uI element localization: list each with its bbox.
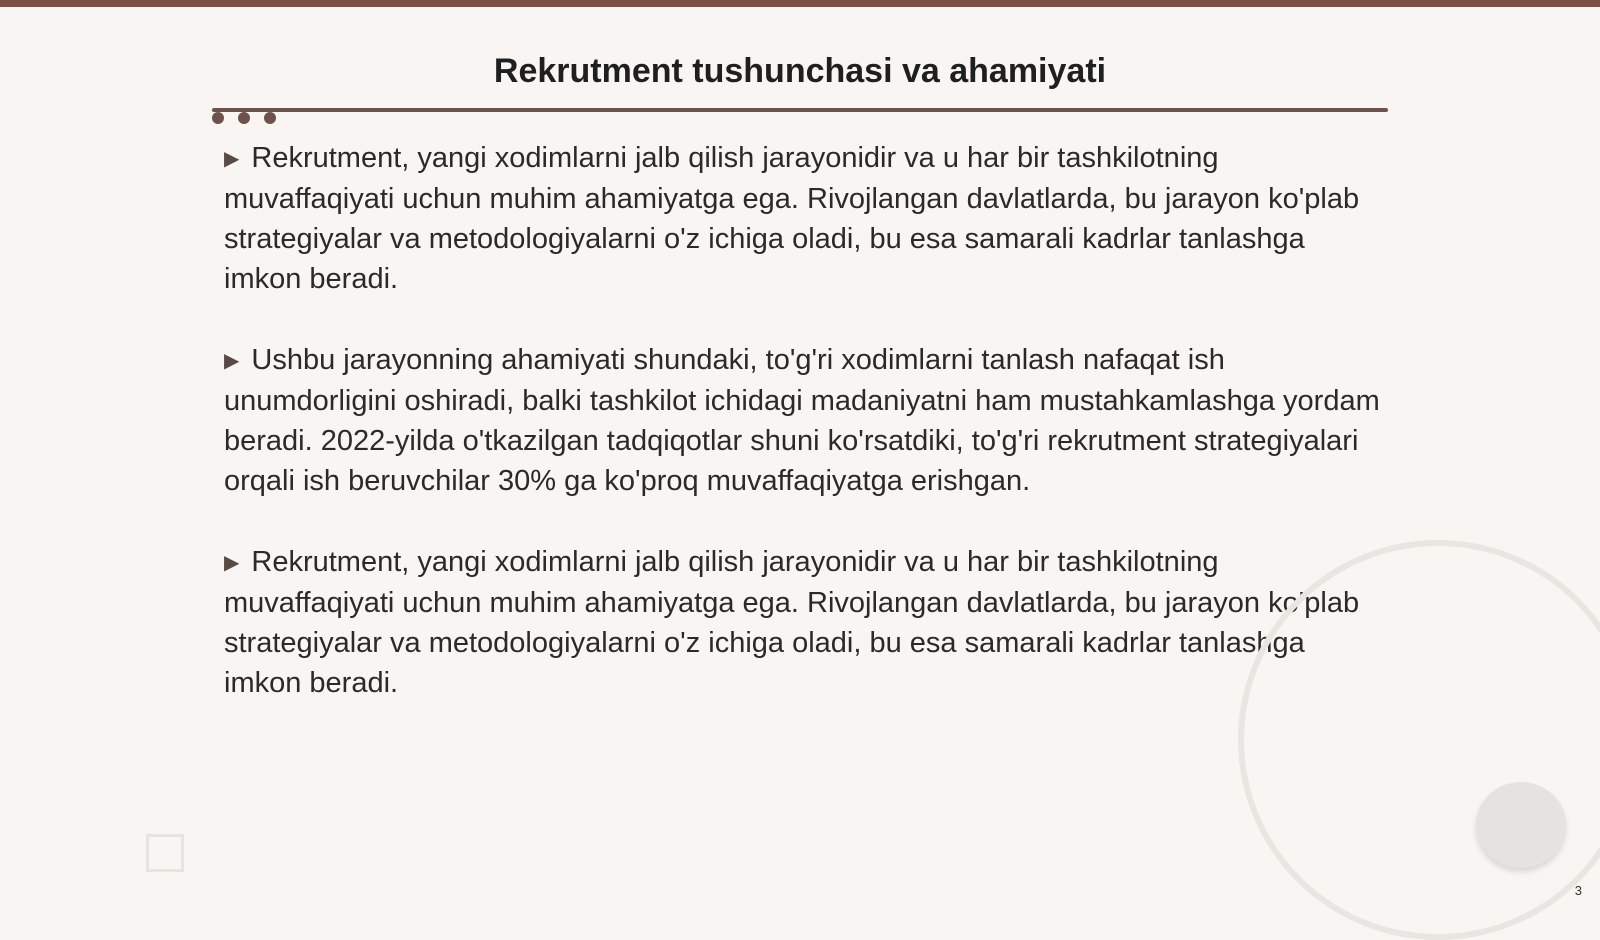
- bullet-paragraph: [224, 340, 1384, 501]
- rule-dot: [264, 112, 276, 124]
- triangle-bullet-icon: ▶: [224, 148, 240, 170]
- triangle-bullet-icon: ▶: [224, 350, 240, 372]
- title-underline-dots: [212, 112, 276, 124]
- bullet-paragraph: [224, 138, 1384, 299]
- rule-dot: [238, 112, 250, 124]
- bullet-text: Ushbu jarayonning ahamiyati shundaki, to'g'ri xodimlarni tanlash nafaqat ish unumdorligini oshiradi, balki tashkilot ichidagi madaniyatni ham mustahkamlashga yordam beradi. 2022-yilda o'tkazilgan tadqiqotlar shuni ko'rsatdiki, to'g'ri rekrutment strategiyalari orqali ish beruvchilar 30% ga ko'proq muvaffaqiyatga erishgan.: [224, 344, 1380, 497]
- title-underline: [212, 108, 1388, 112]
- bullet-paragraph: [224, 542, 1384, 703]
- decorative-circle-filled: [1476, 782, 1566, 868]
- triangle-bullet-icon: ▶: [224, 552, 240, 574]
- slide-body: [224, 138, 1384, 744]
- top-accent-bar: [0, 0, 1600, 7]
- bullet-text: Rekrutment, yangi xodimlarni jalb qilish jarayonidir va u har bir tashkilotning muvaffaqiyati uchun muhim ahamiyatga ega. Rivojlangan davlatlarda, bu jarayon ko'plab strategiyalar va metodologiyalarni o'z ichiga oladi, bu esa samarali kadrlar tanlashga imkon beradi.: [224, 546, 1360, 699]
- slide-number: 3: [1574, 883, 1582, 898]
- slide-title: Rekrutment tushunchasi va ahamiyati: [493, 52, 1107, 90]
- decorative-square: [146, 834, 184, 872]
- rule-dot: [212, 112, 224, 124]
- bullet-text: Rekrutment, yangi xodimlarni jalb qilish jarayonidir va u har bir tashkilotning muvaffaqiyati uchun muhim ahamiyatga ega. Rivojlangan davlatlarda, bu jarayon ko'plab strategiyalar va metodologiyalarni o'z ichiga oladi, bu esa samarali kadrlar tanlashga imkon beradi.: [224, 142, 1360, 295]
